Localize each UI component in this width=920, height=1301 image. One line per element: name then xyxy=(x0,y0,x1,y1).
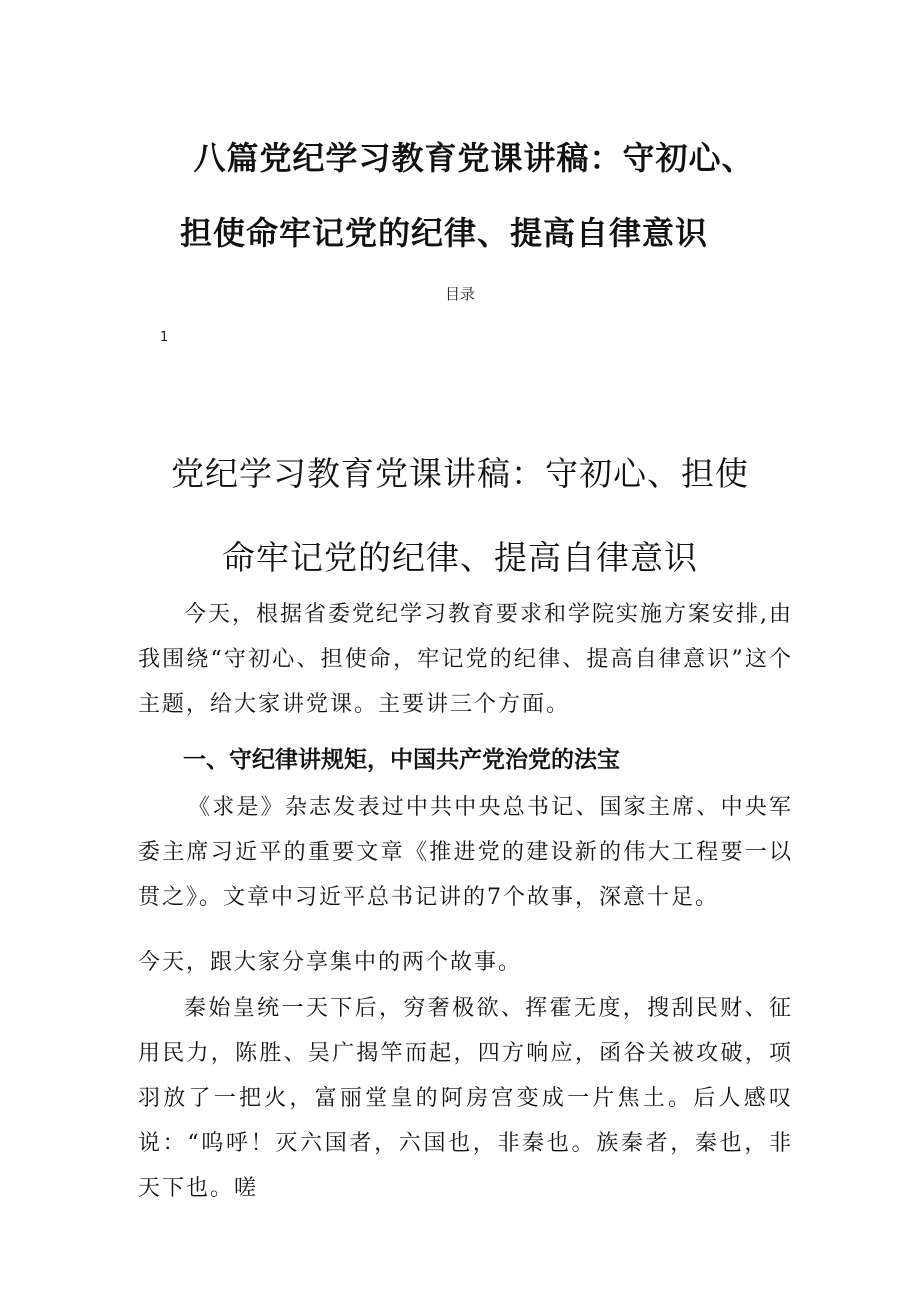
document-title-line-2: 担使命牢记党的纪律、提高自律意识 xyxy=(180,214,709,252)
section-title-line-2: 命牢记党的纪律、提高自律意识 xyxy=(222,538,698,577)
table-of-contents-label: 目录 xyxy=(444,285,475,303)
table-of-contents-entry: 1 xyxy=(160,330,169,345)
qiushi-paragraph: 《求是》杂志发表过中共中央总书记、国家主席、中央军委主席习近平的重要文章《推进党的建设新的伟大工程要一以贯之》。文章中习近平总书记讲的7个故事，深意十足。 xyxy=(138,795,793,910)
subheading-one: 一、守纪律讲规矩，中国共产党治党的法宝 xyxy=(183,747,620,773)
section-title-line-1: 党纪学习教育党课讲稿：守初心、担使 xyxy=(171,454,749,493)
qin-story-paragraph: 秦始皇统一天下后，穷奢极欲、挥霍无度，搜刮民财、征用民力，陈胜、吴广揭竿而起，四方响应，函谷关被攻破，项羽放了一把火，富丽堂皇的阿房宫变成一片焦土。后人感叹说：“呜呼！灭六国者，六国也，非秦也。族秦者，秦也，非天下也。嗟 xyxy=(138,996,793,1201)
intro-paragraph: 今天，根据省委党纪学习教育要求和学院实施方案安排,由我围绕“守初心、担使命，牢记党的纪律、提高自律意识”这个主题，给大家讲党课。主要讲三个方面。 xyxy=(138,602,793,717)
document-title-line-1: 八篇党纪学习教育党课讲稿：守初心、 xyxy=(193,139,755,177)
stories-paragraph: 今天，跟大家分享集中的两个故事。 xyxy=(138,950,523,975)
